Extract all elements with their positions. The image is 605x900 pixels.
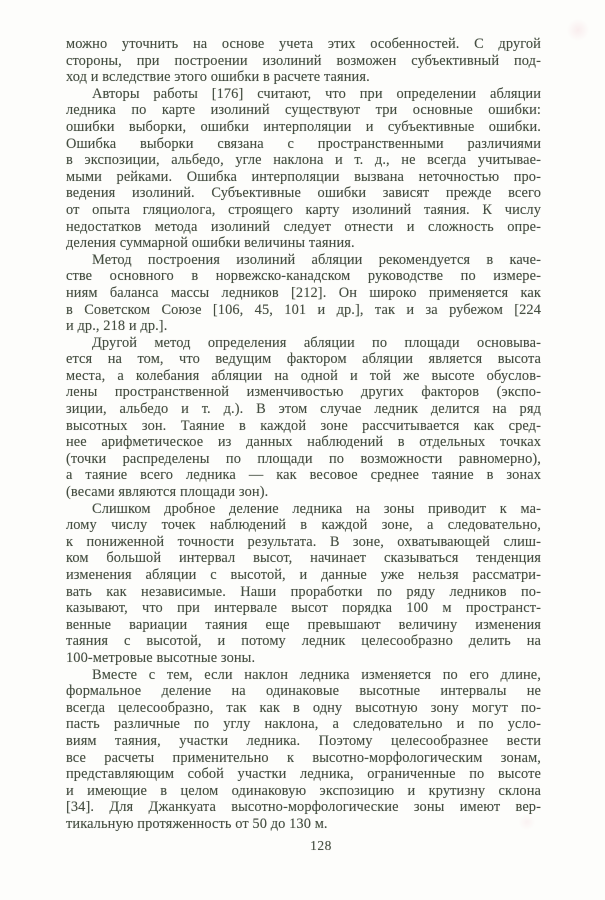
text-line: в Советском Союзе [106, 45, 101 и др.], так и за рубежом [224 [66, 301, 541, 318]
text-line: Вместе с тем, если наклон ледника изменяется по его длине, [92, 666, 541, 683]
text-line: а таяние всего ледника — как весовое среднее таяние в зонах [66, 467, 541, 484]
text-line: Слишком дробное деление ледника на зоны приводит к ма- [92, 500, 541, 517]
text-line: к пониженной точности результата. В зоне, охватывающей слиш- [66, 533, 541, 550]
text-line: формальное деление на одинаковые высотные интервалы не [66, 683, 541, 700]
text-line: Авторы работы [176] считают, что при определении абляции [92, 85, 541, 102]
text-line: высотных зон. Таяние в каждой зоне рассчитывается как сред- [66, 417, 541, 434]
text-line: Другой метод определения абляции по площади основыва- [92, 334, 541, 351]
text-line: стороны, при построении изолиний возможен субъективный под- [66, 52, 541, 69]
text-line: (весами являются площади зон). [66, 484, 269, 501]
text-line: и имеющие в целом одинаковую экспозицию и крутизну склона [66, 782, 541, 799]
text-line: вать как независимые. Наши проработки по ряду ледников по- [66, 583, 541, 600]
text-line: ется на том, что ведущим фактором абляции является высота [66, 351, 541, 368]
text-line: ледника по карте изолиний существуют три основные ошибки: [66, 102, 541, 119]
text-line: изменения абляции с высотой, и данные уже нельзя рассматри- [66, 567, 541, 583]
text-line: лому числу точек наблюдений в каждой зоне, а следовательно, [66, 517, 541, 534]
text-line: зиции, альбедо и т. д.). В этом случае ледник делится на ряд [66, 401, 541, 418]
text-line: деления суммарной ошибки величины таяния. [66, 235, 355, 252]
text-line: все расчеты применительно к высотно-морфологическим зонам, [66, 749, 541, 766]
text-line: 100-метровые высотные зоны. [66, 649, 256, 666]
text-line: места, а колебания абляции на одной и той же высоте обуслов- [66, 367, 541, 384]
text-line: лены пространственной изменчивостью других факторов (экспо- [66, 384, 541, 401]
text-line: от опыта гляциолога, строящего карту изолиний таяния. К числу [66, 201, 541, 218]
text-line: представляющим собой участки ледника, ограниченные по высоте [66, 766, 541, 783]
page-number: 128 [310, 838, 332, 853]
text-block [66, 36, 541, 833]
text-line: тикальную протяженность от 50 до 130 м. [66, 815, 328, 832]
text-line: пасть различные по углу наклона, а следовательно и по усло- [66, 716, 541, 733]
text-line: Ошибка выборки связана с пространственными различиями [66, 135, 541, 152]
text-line: стве основного в норвежско-канадском руководстве по измере- [66, 268, 541, 285]
text-line: ведения изолиний. Субъективные ошибки зависят прежде всего [66, 185, 541, 202]
text-line: и др., 218 и др.]. [66, 318, 168, 335]
text-line: [34]. Для Джанкуата высотно-морфологические зоны имеют вер- [66, 799, 541, 816]
text-line: ошибки выборки, ошибки интерполяции и субъективные ошибки. [66, 118, 541, 135]
text-line: казывают, что при интервале высот порядка 100 м пространст- [66, 600, 541, 617]
text-line: ком большой интервал высот, начинает сказываться тенденция [66, 550, 541, 567]
text-line: всегда целесообразно, так как в одну высотную зону могут по- [66, 699, 541, 716]
text-line: недостатков метода изолиний следует отнести и сложность опре- [66, 218, 541, 235]
text-line: таяния с высотой, и потому ледник целесообразно делить на [66, 633, 541, 650]
text-line: ход и вследствие этого ошибки в расчете таяния. [66, 69, 370, 86]
text-line: виям таяния, участки ледника. Поэтому целесообразнее вести [66, 732, 541, 749]
text-line: можно уточнить на основе учета этих особенностей. С другой [66, 36, 541, 52]
text-line: Метод построения изолиний абляции рекомендуется в каче- [92, 251, 541, 268]
text-line: мыми рейками. Ошибка интерполяции вызвана неточностью про- [66, 168, 541, 185]
text-line: в экспозиции, альбедо, угле наклона и т. д., не всегда учитывае- [66, 152, 541, 169]
text-line: (точки распределены по площади по возможности равномерно), [66, 450, 541, 467]
text-line: нее арифметическое из данных наблюдений в отдельных точках [66, 434, 541, 451]
text-line: венные вариации таяния еще превышают величину изменения [66, 616, 541, 633]
text-line: ниям баланса массы ледников [212]. Он широко применяется как [66, 284, 541, 301]
